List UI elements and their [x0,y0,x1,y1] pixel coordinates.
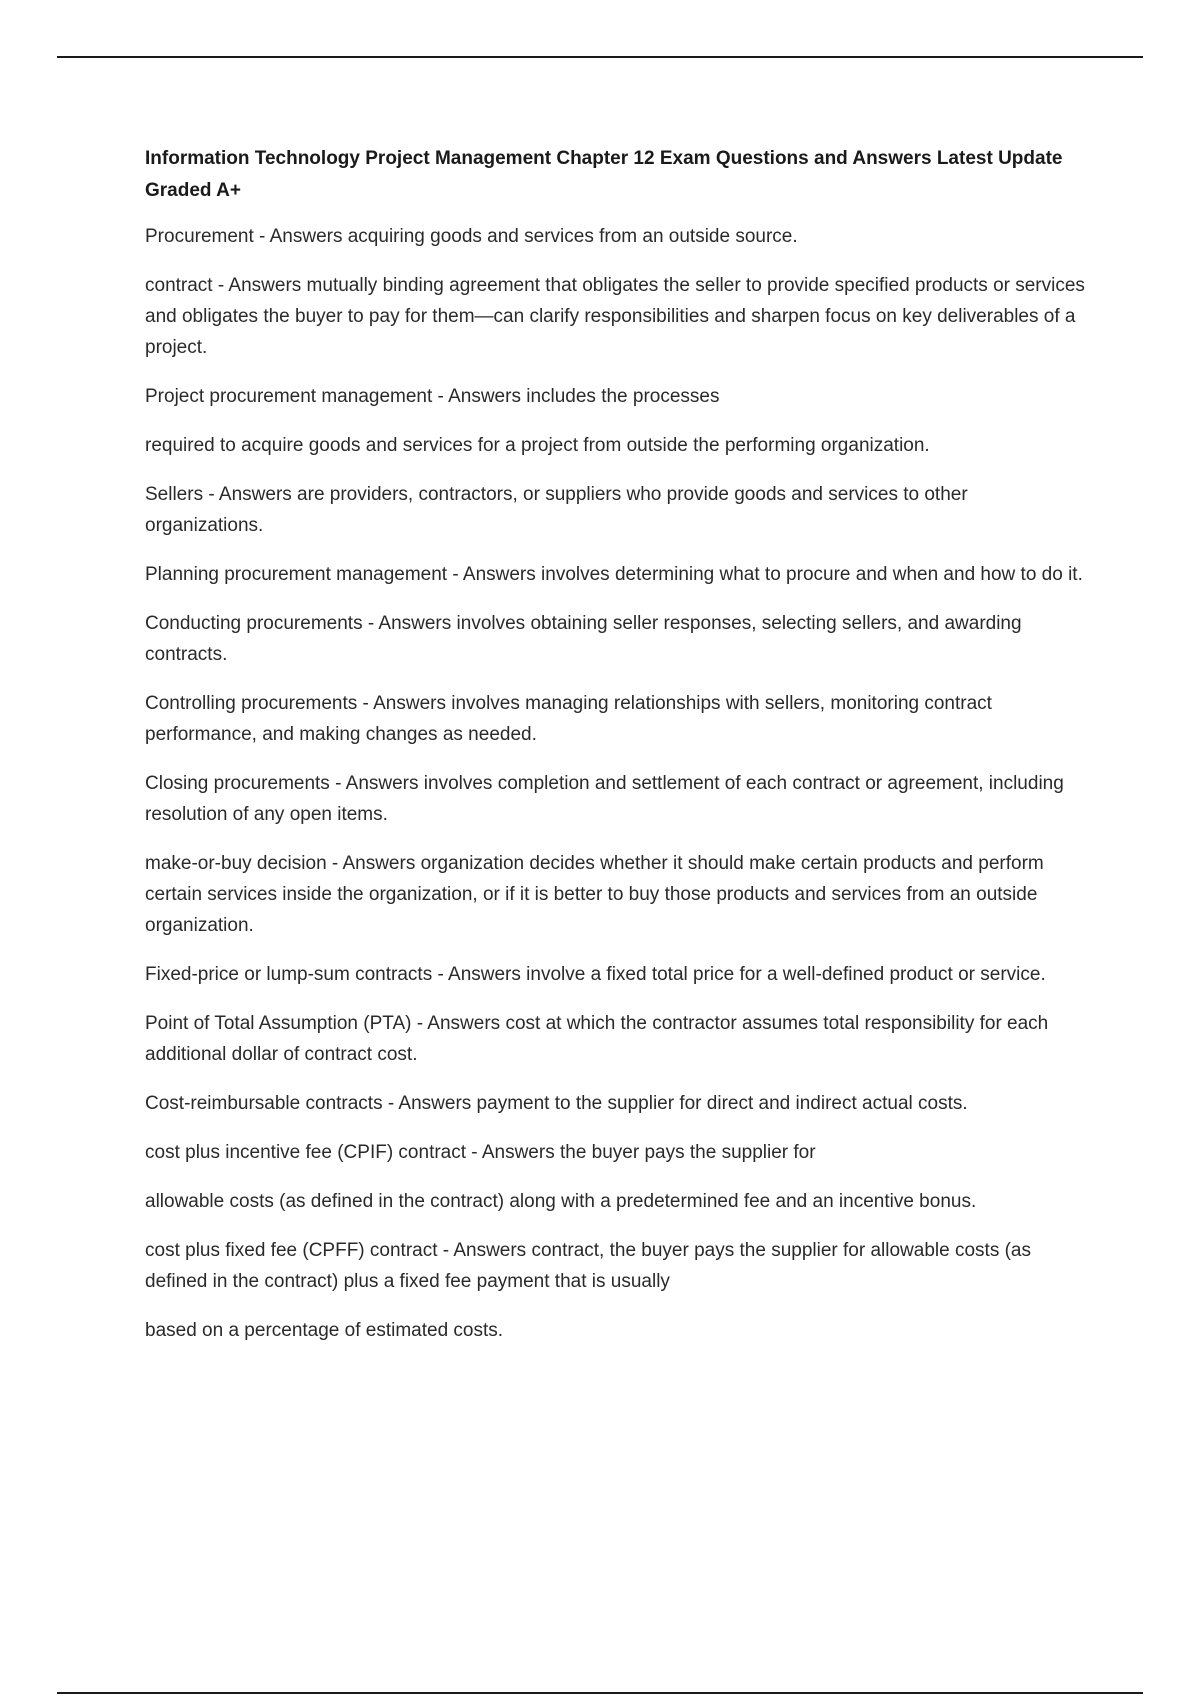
header-rule [57,56,1143,58]
paragraph-cpif: cost plus incentive fee (CPIF) contract - Answers the buyer pays the supplier for [145,1142,816,1163]
paragraph-procurement: Procurement - Answers acquiring goods and services from an outside source. [145,226,798,247]
paragraph-make-or-buy: make-or-buy decision - Answers organization decides whether it should make certain products and perform certain services inside the organization, or if it is better to buy those products and services from an outside organization. [145,853,1044,936]
paragraph-cpif-continued: allowable costs (as defined in the contract) along with a predetermined fee and an incentive bonus. [145,1191,977,1212]
paragraph-conducting-procurements: Conducting procurements - Answers involves obtaining seller responses, selecting sellers, and awarding contracts. [145,613,1022,665]
document-title: Information Technology Project Management Chapter 12 Exam Questions and Answers Latest Update Graded A+ [145,148,1063,201]
paragraph-controlling-procurements: Controlling procurements - Answers involves managing relationships with sellers, monitoring contract performance, and making changes as needed. [145,693,992,745]
paragraph-project-procurement-management-continued: required to acquire goods and services for a project from outside the performing organization. [145,435,930,456]
paragraph-cpff: cost plus fixed fee (CPFF) contract - Answers contract, the buyer pays the supplier for allowable costs (as defined in the contract) plus a fixed fee payment that is usually [145,1240,1031,1292]
paragraph-fixed-price: Fixed-price or lump-sum contracts - Answers involve a fixed total price for a well-defined product or service. [145,964,1046,985]
paragraph-cost-reimbursable: Cost-reimbursable contracts - Answers payment to the supplier for direct and indirect actual costs. [145,1093,968,1114]
paragraph-planning-procurement: Planning procurement management - Answers involves determining what to procure and when and how to do it. [145,564,1083,585]
paragraph-cpff-continued: based on a percentage of estimated costs. [145,1320,504,1341]
paragraph-closing-procurements: Closing procurements - Answers involves completion and settlement of each contract or agreement, including resolution of any open items. [145,773,1064,825]
document-body [145,143,1090,1364]
paragraph-contract: contract - Answers mutually binding agreement that obligates the seller to provide specified products or services and obligates the buyer to pay for them—can clarify responsibilities and sharpen focus on key deliverables of a project. [145,275,1085,358]
paragraph-pta: Point of Total Assumption (PTA) - Answers cost at which the contractor assumes total responsibility for each additional dollar of contract cost. [145,1013,1049,1065]
footer-rule [57,1692,1143,1694]
paragraph-sellers: Sellers - Answers are providers, contractors, or suppliers who provide goods and services to other organizations. [145,484,968,536]
paragraph-project-procurement-management: Project procurement management - Answers includes the processes [145,386,720,407]
